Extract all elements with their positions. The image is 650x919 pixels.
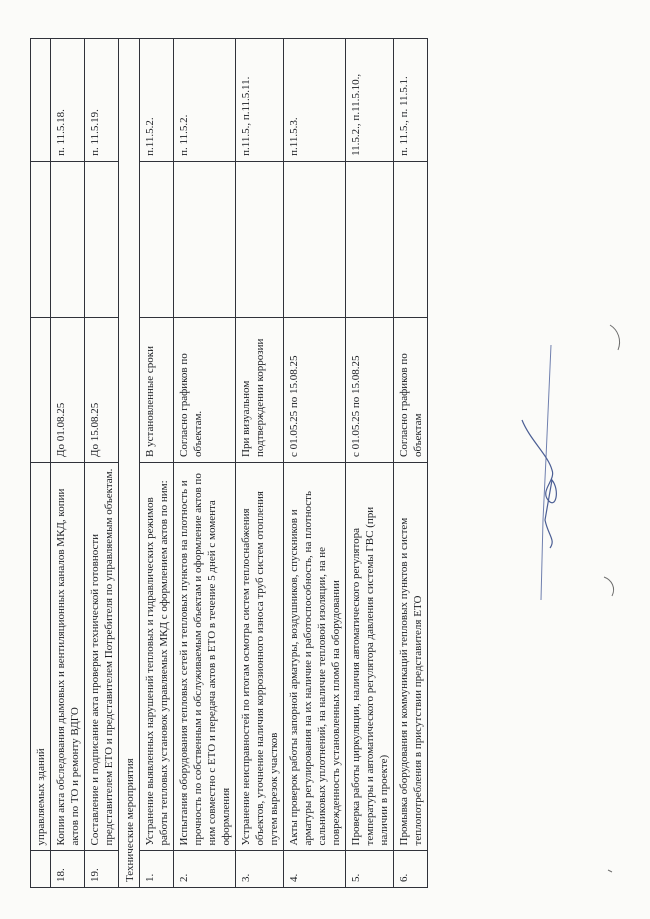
row-number: 1. (140, 851, 174, 888)
row-description: Устранение выявленных нарушений тепловых и гидравлических режимов работы тепловых установок управляемых МКД с оформлением актов по ним: (140, 462, 174, 851)
paper-mark (604, 577, 614, 596)
table-row (31, 39, 51, 888)
row-date (31, 317, 51, 462)
row-reference: п. 11.5.2. (174, 39, 236, 162)
row-reference: 11.5.2., п.11.5.10., (346, 39, 394, 162)
signature-scribble (522, 420, 556, 548)
row-date: В установленные сроки (140, 317, 174, 462)
row-note (174, 161, 236, 317)
row-note (140, 161, 174, 317)
table-row (284, 39, 346, 888)
row-reference: п.11.5.3. (284, 39, 346, 162)
row-number: 6. (394, 851, 428, 888)
row-reference (31, 39, 51, 162)
row-reference: п. 11.5.18. (51, 39, 85, 162)
row-note (51, 161, 85, 317)
row-note (284, 161, 346, 317)
table-row (236, 39, 284, 888)
signature-vertical-line (541, 345, 551, 600)
row-date: с 01.05.25 по 15.08.25 (346, 317, 394, 462)
row-reference: п. 11.5., п. 11.5.1. (394, 39, 428, 162)
table-row (394, 39, 428, 888)
row-description: Акты проверок работы запорной арматуры, воздушников, спускников и арматуры регулирования на их наличие и работоспособность, на плотность сальниковых уплотнений, на наличие тепловой изоляции, на не поврежденность установленных пломб на оборудовании (284, 462, 346, 851)
measures-table (30, 38, 428, 888)
row-description: управляемых зданий (31, 462, 51, 851)
paper-mark (610, 325, 620, 350)
row-reference: п.11.5.2. (140, 39, 174, 162)
row-date: До 01.08.25 (51, 317, 85, 462)
row-number: 2. (174, 851, 236, 888)
row-note (85, 161, 119, 317)
row-note (346, 161, 394, 317)
row-number: 18. (51, 851, 85, 888)
row-number: 19. (85, 851, 119, 888)
table-row (140, 39, 174, 888)
row-description: Испытания оборудования тепловых сетей и тепловых пунктов на плотность и прочность по собственным и обслуживаемым объектам и оформление актов по ним совместно с ЕТО и передача актов в ЕТО в течение 5 дней с момента оформления (174, 462, 236, 851)
row-reference: п. 11.5.19. (85, 39, 119, 162)
row-date: Согласно графиков по объектам (394, 317, 428, 462)
table-row (85, 39, 119, 888)
row-number: 5. (346, 851, 394, 888)
row-description: Проверка работы циркуляции, наличия автоматического регулятора температуры и автоматического регулятора давления системы ГВС (при наличии в проекте) (346, 462, 394, 851)
rotated-table-block (30, 38, 424, 888)
row-description: Копии акта обследования дымовых и вентиляционных каналов МКД, копии актов по ТО и ремонту ВДГО (51, 462, 85, 851)
row-number: 3. (236, 851, 284, 888)
row-reference: п.11.5., п.11.5.11. (236, 39, 284, 162)
table-row (51, 39, 85, 888)
paper-mark (608, 870, 612, 872)
row-description: Устранение неисправностей по итогам осмотра систем теплоснабжения объектов, уточнение наличия коррозионного износа труб систем отопления путем вырезок участков (236, 462, 284, 851)
row-note (31, 161, 51, 317)
row-date: При визуальном подтверждении коррозии (236, 317, 284, 462)
row-number (31, 851, 51, 888)
row-date: с 01.05.25 по 15.08.25 (284, 317, 346, 462)
table-row (346, 39, 394, 888)
section-row (119, 39, 140, 888)
row-date: До 15.08.25 (85, 317, 119, 462)
row-description: Составление и подписание акта проверки технической готовности представителем ЕТО и представителем Потребителя по управляемым объектам. (85, 462, 119, 851)
row-number: 4. (284, 851, 346, 888)
row-note (236, 161, 284, 317)
section-title: Технические мероприятия (119, 39, 140, 888)
row-note (394, 161, 428, 317)
table-row (174, 39, 236, 888)
row-date: Согласно графиков по объектам. (174, 317, 236, 462)
row-description: Промывка оборудования и коммуникаций тепловых пунктов и систем теплопотребления в присутствии представителя ЕТО (394, 462, 428, 851)
